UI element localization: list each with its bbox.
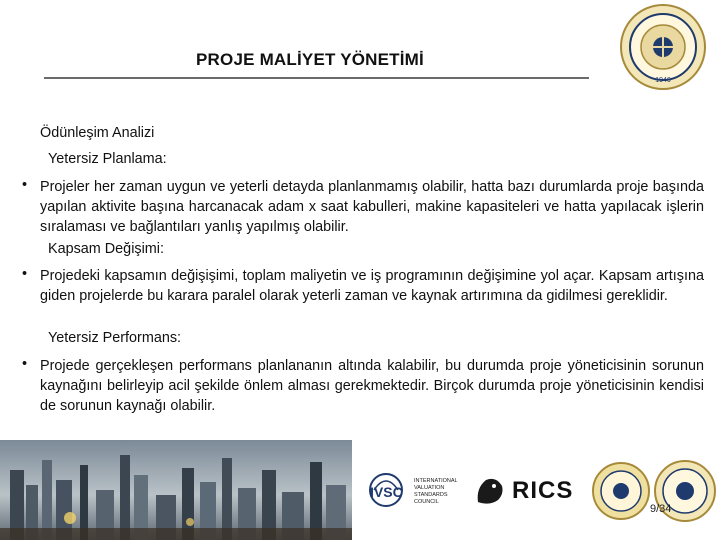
subheading-scope: Kapsam Değişimi: bbox=[48, 241, 164, 257]
ivsc-logo bbox=[366, 462, 466, 522]
page-number: 9/34 bbox=[650, 503, 672, 515]
rics-logo-text: RICS bbox=[512, 477, 574, 504]
subheading-performance: Yetersiz Performans: bbox=[48, 330, 182, 346]
rics-lion-icon bbox=[470, 470, 510, 510]
subheading-planning: Yetersiz Planlama: bbox=[48, 151, 167, 167]
svg-text:1946: 1946 bbox=[655, 77, 671, 84]
ivsc-text: IVSC bbox=[370, 484, 403, 500]
ivsc-caption: INTERNATIONAL VALUATION STANDARDS COUNCIL bbox=[414, 478, 458, 505]
seal-icon bbox=[592, 462, 650, 520]
bullet-marker: • bbox=[22, 266, 28, 282]
section-heading: Ödünleşim Analizi bbox=[40, 125, 155, 141]
page-title: PROJE MALİYET YÖNETİMİ bbox=[196, 50, 424, 69]
bullet-marker: • bbox=[22, 177, 28, 193]
paragraph-planning: Projeler her zaman uygun ve yeterli detayda planlanmamış olabilir, hatta bazı durumlarda proje başında yapılan aktivite başına harcanacak adam x saat kabulleri, makine kapasiteleri ve hatta yapılacak işlerin sıralaması ve bağlantıları yanlış yapılmış olabilir. bbox=[40, 179, 704, 235]
title-divider bbox=[44, 77, 589, 79]
city-skyline-image bbox=[0, 440, 352, 540]
paragraph-performance: Projede gerçekleşen performans planlananın altında kalabilir, bu durumda proje yöneticisinin sorunun kaynağını belirleyip acil şekilde önlem alması gerekmektedir. Birçok durumda proje yöneticisinin kendisi de sorunun kaynağı olabilir. bbox=[40, 358, 704, 414]
paragraph-scope: Projedeki kapsamın değişişimi, toplam maliyetin ve iş programının değişimine yol açar. Kapsam artışına giden projelerde bu karara paralel olarak yeterli zaman ve kaynak artırımına da gidilmesi gereklidir. bbox=[40, 268, 704, 304]
ankara-university-logo bbox=[620, 4, 706, 90]
bullet-marker: • bbox=[22, 356, 28, 372]
